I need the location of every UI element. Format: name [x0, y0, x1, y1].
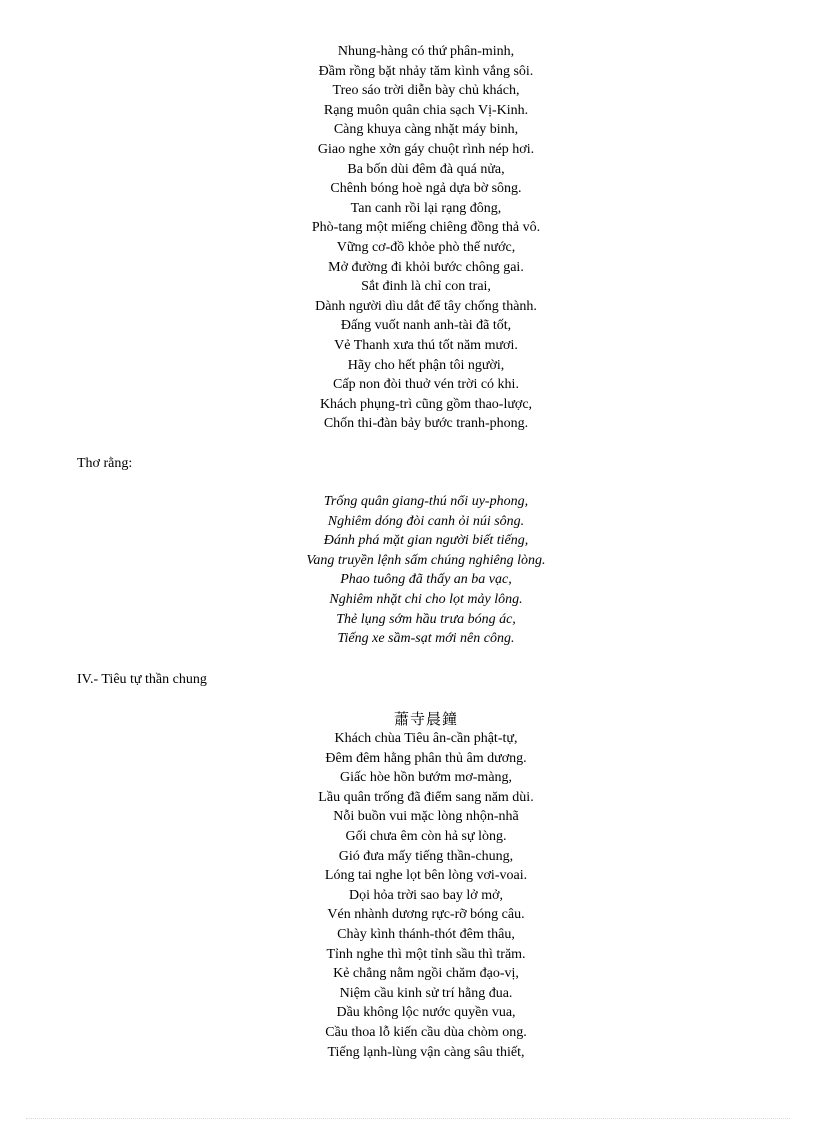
chinese-title: 蕭寺晨鐘 — [393, 710, 458, 728]
poem-line: Nghiêm dóng đòi canh ỏi núi sông. — [327, 513, 525, 529]
tho-rang-label: Thơ rằng: — [77, 456, 133, 471]
poem-line: Mở đường đi khỏi bước chông gai. — [328, 259, 524, 275]
poem-line: Thẻ lụng sớm hầu trưa bóng ác, — [336, 611, 516, 627]
poem-line: Khách phụng-trì cũng gồm thao-lược, — [319, 396, 533, 412]
poem-line: Đấng vuốt nanh anh-tài đã tốt, — [340, 318, 512, 334]
poem-line: Nỗi buồn vui mặc lòng nhộn-nhã — [333, 809, 519, 825]
poem-line: Kẻ chẳng nằm ngồi chăm đạo-vị, — [333, 966, 519, 982]
poem-line: Lóng tai nghe lọt bên lòng vơi-voai. — [324, 868, 528, 884]
poem-line: Giao nghe xởn gáy chuột rình nép hơi. — [317, 141, 535, 157]
poem-line: Rạng muôn quân chia sạch Vị-Kinh. — [323, 102, 529, 118]
poem-line: Đêm đêm hằng phân thủ âm dương. — [325, 750, 527, 766]
poem-line: Chênh bóng hoè ngả dựa bờ sông. — [330, 181, 522, 197]
poem-line: Nghiêm nhặt chi cho lọt mảy lông. — [329, 591, 523, 607]
poem-line: Càng khuya càng nhặt máy binh, — [333, 122, 519, 138]
poem-line: Lầu quân trống đã điểm sang năm dùi. — [318, 789, 534, 805]
poem-line: Vững cơ-đồ khỏe phò thế nước, — [336, 239, 516, 255]
poem-line: Cầu thoa lỗ kiến cầu dùa chòm ong. — [325, 1024, 527, 1040]
poem-stanza-1 — [0, 42, 816, 434]
poem-line: Đánh phá mặt gian người biết tiếng, — [323, 533, 529, 549]
poem-line: Dầu không lộc nước quyền vua, — [336, 1005, 516, 1021]
poem-line: Chày kình thánh-thót đêm thâu, — [337, 926, 515, 942]
poem-stanza-2 — [0, 492, 816, 649]
poem-line: Giấc hòe hồn bướm mơ-màng, — [339, 770, 513, 786]
poem-line: Nhung-hàng có thứ phân-minh, — [337, 44, 515, 59]
poem-line: Tan canh rồi lại rạng đông, — [350, 200, 502, 216]
poem-line: Phò-tang một miếng chiêng đồng thả vô. — [311, 220, 541, 236]
poem-line: Gió đưa mấy tiếng thần-chung, — [338, 848, 514, 864]
poem-stanza-3 — [0, 709, 816, 1062]
poem-line: Sắt đinh là chỉ con trai, — [361, 279, 491, 295]
poem-line: Khách chùa Tiêu ân-cần phật-tự, — [334, 731, 518, 746]
page-bottom-divider — [26, 1118, 790, 1119]
poem-line: Dành người dìu dắt để tây chống thành. — [315, 298, 537, 314]
poem-line: Cấp non đòi thuở vén trời có khi. — [333, 377, 519, 393]
poem-line: Gối chưa êm còn hả sự lòng. — [345, 828, 507, 844]
poem-line: Niệm cầu kinh sử trí hằng đua. — [339, 985, 513, 1001]
poem-line: Tỉnh nghe thì một tỉnh sầu thì trăm. — [326, 946, 526, 962]
poem-line: Tiếng xe sầm-sạt mới nên công. — [337, 631, 515, 647]
poem-line: Vang truyền lệnh sấm chúng nghiêng lòng. — [306, 552, 546, 568]
poem-line: Ba bốn dùi đêm đà quá nửa, — [347, 161, 505, 177]
poem-line: Treo sáo trời diễn bày chủ khách, — [332, 83, 520, 99]
poem-line: Dọi hỏa trời sao bay lở mở, — [348, 887, 504, 903]
poem-line: Hãy cho hết phận tôi người, — [347, 357, 505, 373]
poem-line: Phao tuông đã thấy an ba vạc, — [340, 572, 512, 588]
poem-line: Vẻ Thanh xưa thú tốt năm mươi. — [334, 337, 518, 353]
poem-line: Chốn thi-đàn bảy bước tranh-phong. — [323, 416, 529, 432]
poem-line: Trống quân giang-thú nổi uy-phong, — [323, 494, 529, 509]
poem-line: Tiếng lạnh-lùng vận càng sâu thiết, — [327, 1044, 525, 1060]
poem-line: Vén nhành dương rực-rỡ bóng câu. — [327, 907, 525, 923]
poem-line: Đầm rồng bặt nhảy tăm kình vắng sôi. — [318, 63, 534, 79]
section-heading: IV.- Tiêu tự thần chung — [77, 672, 207, 687]
